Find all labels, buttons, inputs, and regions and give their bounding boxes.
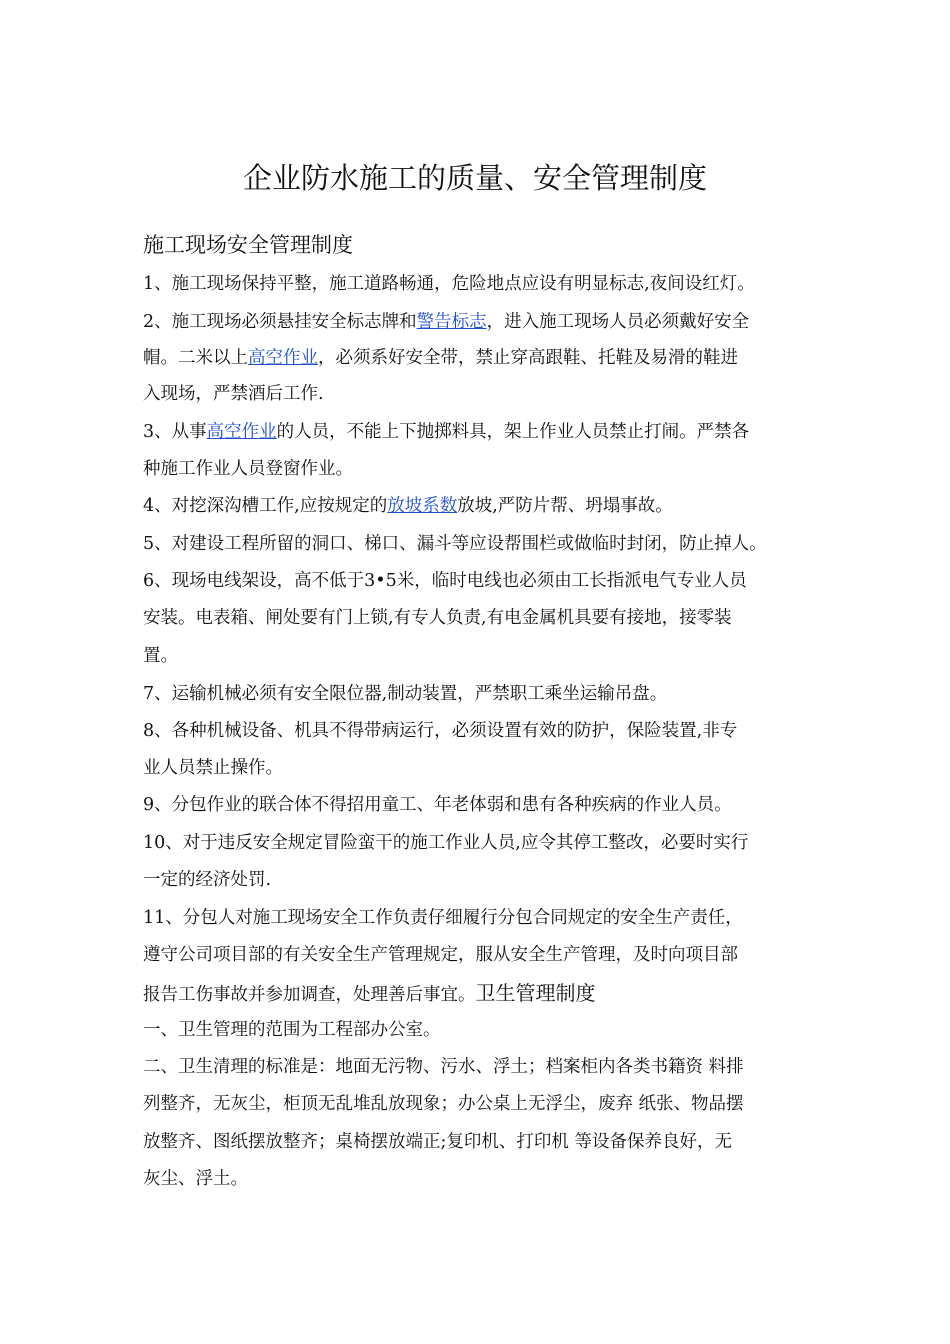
section-heading-hygiene: 卫生管理制度 bbox=[475, 981, 596, 1005]
link-slope-coefficient[interactable]: 放坡系数 bbox=[387, 496, 458, 516]
paragraph-line: 种施工作业人员登窗作业。 bbox=[143, 459, 353, 479]
paragraph-line: 帽。二米以上高空作业，必须系好安全带，禁止穿高跟鞋、托鞋及易滑的鞋进 bbox=[143, 348, 738, 368]
paragraph-line: 11、分包人对施工现场安全工作负责仔细履行分包合同规定的安全生产责任， bbox=[143, 908, 743, 928]
section-heading-site-safety: 施工现场安全管理制度 bbox=[143, 233, 353, 257]
paragraph-line: 入现场，严禁酒后工作. bbox=[143, 384, 324, 404]
paragraph-line: 6、现场电线架设，高不低于3•5米，临时电线也必须由工长指派电气专业人员 bbox=[143, 571, 747, 591]
paragraph-line: 3、从事高空作业的人员，不能上下抛掷料具，架上作业人员禁止打闹。严禁各 bbox=[143, 422, 750, 442]
link-high-altitude-work-2[interactable]: 高空作业 bbox=[206, 422, 277, 442]
paragraph-line: 10、对于违反安全规定冒险蛮干的施工作业人员,应令其停工整改，必要时实行 bbox=[143, 833, 749, 853]
paragraph-line: 业人员禁止操作。 bbox=[143, 758, 283, 778]
paragraph-line: 8、各种机械设备、机具不得带病运行，必须设置有效的防护，保险装置,非专 bbox=[143, 721, 738, 741]
paragraph-line: 置。 bbox=[143, 646, 178, 666]
paragraph-line: 安装。电表箱、闸处要有门上锁,有专人负责,有电金属机具要有接地，接零装 bbox=[143, 608, 732, 628]
paragraph-line: 二、卫生清理的标准是：地面无污物、污水、浮土；档案柜内各类书籍资 料排 bbox=[143, 1057, 744, 1077]
paragraph-line: 报告工伤事故并参加调查，处理善后事宜。卫生管理制度 bbox=[143, 981, 596, 1005]
paragraph-line: 一、卫生管理的范围为工程部办公室。 bbox=[143, 1020, 441, 1040]
paragraph-line: 灰尘、浮土。 bbox=[143, 1169, 248, 1189]
link-high-altitude-work[interactable]: 高空作业 bbox=[248, 348, 318, 368]
paragraph-line: 7、运输机械必须有安全限位器,制动装置，严禁职工乘坐运输吊盘。 bbox=[143, 684, 668, 704]
paragraph-line: 2、施工现场必须悬挂安全标志牌和警告标志，进入施工现场人员必须戴好安全 bbox=[143, 312, 750, 332]
paragraph-line: 9、分包作业的联合体不得招用童工、年老体弱和患有各种疾病的作业人员。 bbox=[143, 795, 732, 815]
paragraph-line: 4、对挖深沟槽工作,应按规定的放坡系数放坡,严防片帮、坍塌事故。 bbox=[143, 496, 673, 516]
link-warning-sign[interactable]: 警告标志 bbox=[416, 312, 487, 332]
page-title: 企业防水施工的质量、安全管理制度 bbox=[242, 161, 707, 195]
paragraph-line: 放整齐、图纸摆放整齐；桌椅摆放端正;复印机、打印机 等设备保养良好，无 bbox=[143, 1132, 732, 1152]
paragraph-line: 一定的经济处罚. bbox=[143, 870, 272, 890]
paragraph-line: 5、对建设工程所留的洞口、梯口、漏斗等应设帮围栏或做临时封闭，防止掉人。 bbox=[143, 534, 767, 554]
paragraph-line: 1、施工现场保持平整，施工道路畅通，危险地点应设有明显标志,夜间设红灯。 bbox=[143, 274, 755, 294]
paragraph-line: 遵守公司项目部的有关安全生产管理规定，服从安全生产管理，及时向项目部 bbox=[143, 945, 738, 965]
paragraph-line: 列整齐，无灰尘，柜顶无乱堆乱放现象；办公桌上无浮尘，废弃 纸张、物品摆 bbox=[143, 1094, 744, 1114]
